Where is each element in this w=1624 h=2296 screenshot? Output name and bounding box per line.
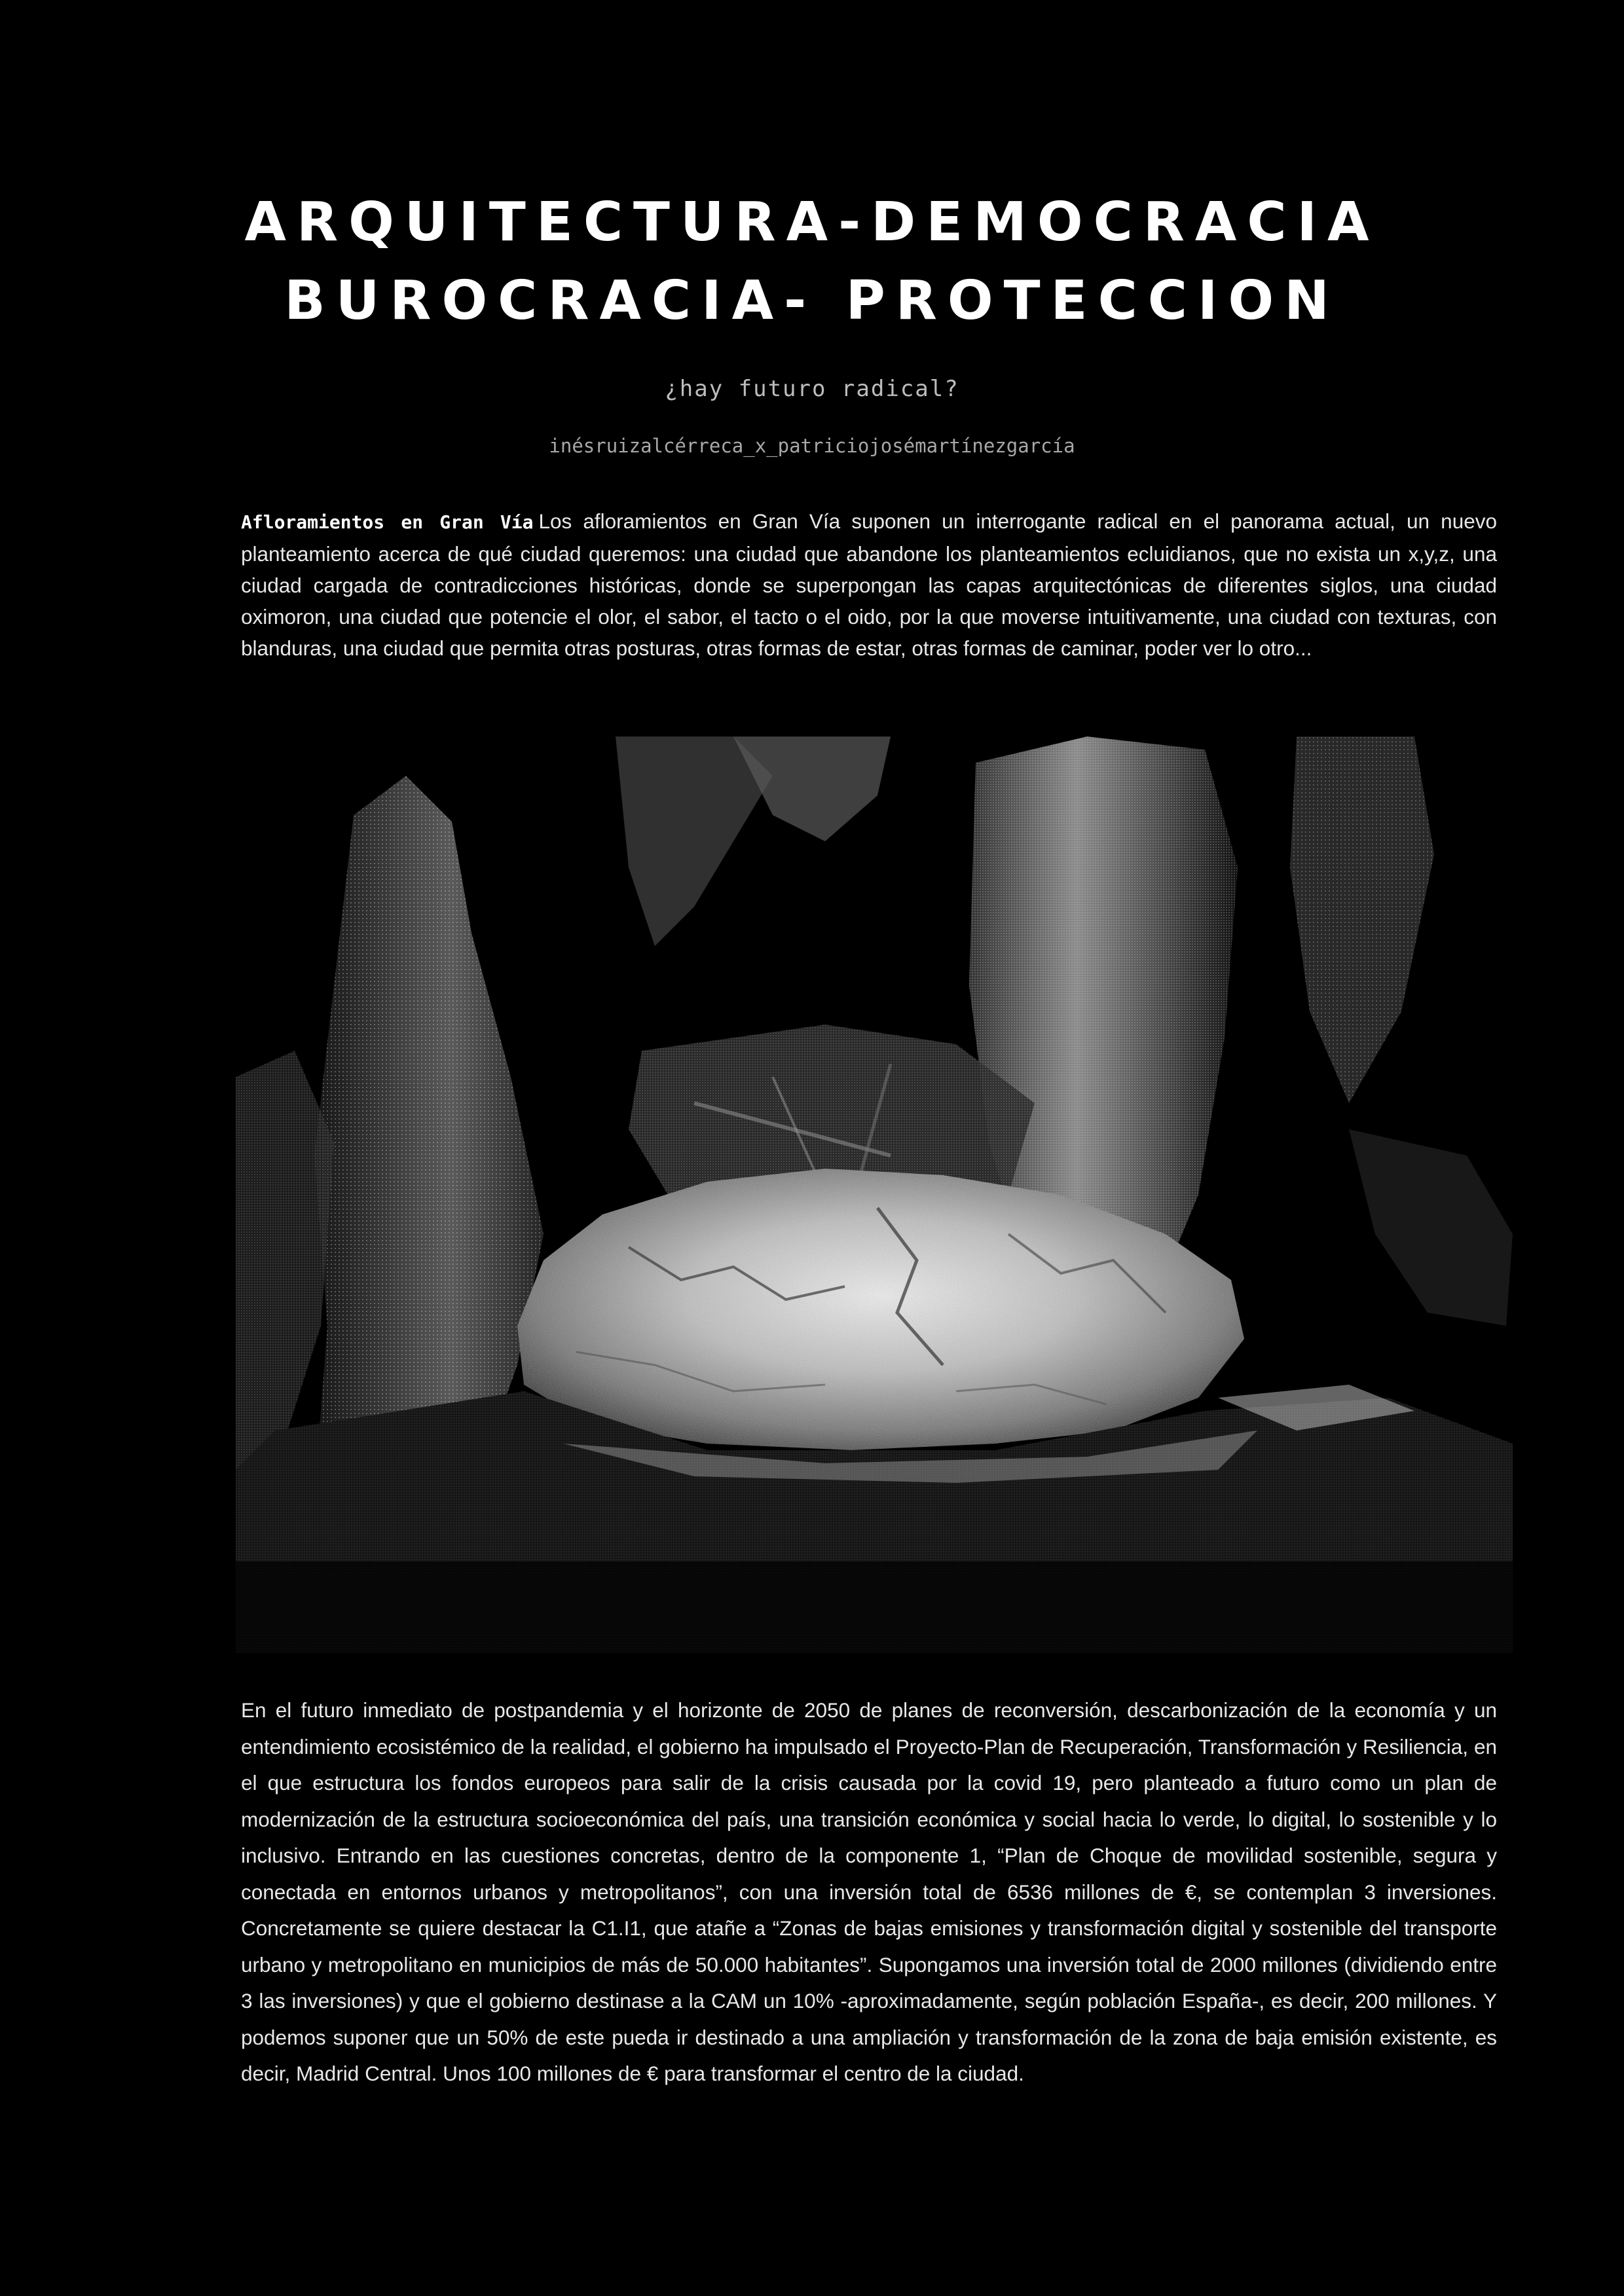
point-cloud-image-graphic [236,737,1513,1653]
intro-paragraph [241,505,1497,664]
intro-lead: Afloramientos en Gran Vía [241,511,534,533]
subtitle: ¿hay futuro radical? [665,376,959,402]
intro-text: Los afloramientos en Gran Vía suponen un interrogante radical en el panorama actual, un nuevo planteamiento acerca de qué ciudad queremos: una ciudad que abandone los planteamientos ecluidianos, que no exista un x,y,z, una ciudad cargada de contradicciones históricas, donde se superpongan las capas arquitectónicas de diferentes siglos, una ciudad oximoron, una ciudad que potencie el olor, el sabor, el tacto o el oido, por la que moverse intuitivamente, una ciudad con texturas, con blanduras, una ciudad que permita otras posturas, otras formas de estar, otras formas de caminar, poder ver lo otro... [241,509,1497,660]
title-line-2: BUROCRACIA- PROTECCION [284,270,1340,332]
body-paragraph: En el futuro inmediato de postpandemia y el horizonte de 2050 de planes de reconversión, descarbonización de la economía y un entendimiento ecosistémico de la realidad, el gobierno ha impulsado el Proyecto-Plan de Recuperación, Transformación y Resiliencia, en el que estructura los fondos europeos para salir de la crisis causada por la covid 19, pero planteado a futuro como un plan de modernización de la estructura socioeconómica del país, una transición económica y social hacia lo verde, lo digital, lo sostenible y lo inclusivo. Entrando en las cuestiones concretas, dentro de la componente 1, “Plan de Choque de movilidad sostenible, segura y conectada en entornos urbanos y metropolitanos”, con una inversión total de 6536 millones de €, se contemplan 3 inversiones. Concretamente se quiere destacar la C1.I1, que atañe a “Zonas de bajas emisiones y transformación digital y sostenible del transporte urbano y metropolitano en municipios de más de 50.000 habitantes”. Supongamos una inversión total de 2000 millones (dividiendo entre 3 las inversiones) y que el gobierno destinase a la CAM un 10% -aproximadamente, según población España-, es decir, 200 millones. Y podemos suponer que un 50% de este pueda ir destinado a una ampliación y transformación de la zona de baja emisión existente, es decir, Madrid Central. Unos 100 millones de € para transformar el centro de la ciudad. [241,1698,1497,2085]
authors: inésruizalcérreca_x_patriciojosémartínezgarcía [549,435,1075,457]
title-line-1: ARQUITECTURA-DEMOCRACIA [244,191,1380,253]
page-title [0,183,1624,340]
point-cloud-rock-outcrop-image [236,737,1513,1653]
